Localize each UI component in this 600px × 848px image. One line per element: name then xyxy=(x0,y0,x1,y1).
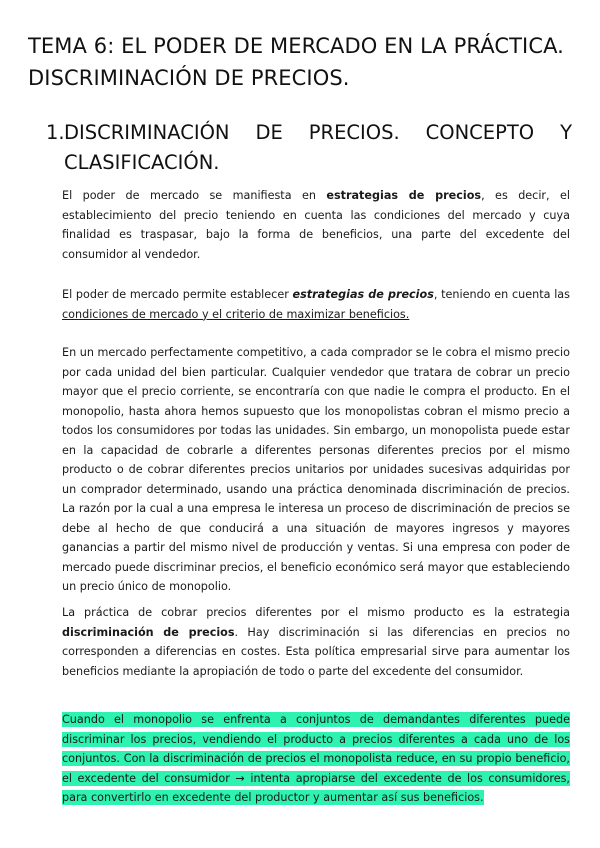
section-title: DISCRIMINACIÓN DE PRECIOS. CONCEPTO Y CLASIFICACIÓN. xyxy=(64,121,572,174)
paragraph-4-text-a: La práctica de cobrar precios diferentes por el mismo producto es la estrategia xyxy=(62,606,570,619)
paragraph-1-text-c: , es decir, el establecimiento del precio teniendo en cuenta las condiciones del mercado y cuya finalidad es traspasar, bajo la forma de beneficios, una parte del excedente del consumidor al vendedor. xyxy=(62,189,571,261)
paragraph-4-text-c: . Hay discriminación si las diferencias en precios no corresponden a diferencias en costes. Esta política empresarial sirve para aumentar los beneficios mediante la apropiación de todo o parte del excedente del consumidor. xyxy=(62,625,571,678)
paragraph-2-text-a: El poder de mercado permite establecer xyxy=(62,288,293,301)
section-number: 1. xyxy=(46,121,65,144)
paragraph-4 xyxy=(62,603,570,681)
paragraph-5-highlighted xyxy=(62,710,570,808)
highlighted-text: Cuando el monopolio se enfrenta a conjuntos de demandantes diferentes puede discriminar los precios, vendiendo el producto a precios diferentes a cada uno de los conjuntos. Con la discriminación de precios el monopolista reduce, en su propio beneficio, el excedente del consumidor → intenta apropiarse del excedente de los consumidores, para convertirlo en excedente del productor y aumentar así sus beneficios. xyxy=(62,713,570,804)
paragraph-3: En un mercado perfectamente competitivo, a cada comprador se le cobra el mismo precio por cada unidad del bien particular. Cualquier vendedor que tratara de cobrar un precio mayor que el precio corriente, se encontraría con que nadie le compra el producto. En el monopolio, hasta ahora hemos supuesto que los monopolistas cobran el mismo precio a todos los consumidores por todas las unidades. Sin embargo, un monopolista puede estar en la capacidad de cobrarle a diferentes personas diferentes precios por el mismo producto o de cobrar diferentes precios unitarios por unidades sucesivas adquiridas por un comprador determinado, usando una práctica denominada discriminación de precios. La razón por la cual a una empresa le interesa un proceso de discriminación de precios se debe al hecho de que conducirá a una situación de mayores ingresos y mayores ganancias a partir del mismo nivel de producción y ventas. Si una empresa con poder de mercado puede discriminar precios, el beneficio económico será mayor que estableciendo un precio único de monopolio. xyxy=(62,346,570,593)
page-title xyxy=(28,30,588,94)
title-line-1: TEMA 6: EL PODER DE MERCADO EN LA PRÁCTICA. xyxy=(28,34,564,58)
paragraph-1-text-a: El poder de mercado se manifiesta en xyxy=(62,189,327,202)
paragraph-2-italic-term: estrategias de precios xyxy=(292,288,434,301)
paragraph-2-text-c: , teniendo en cuenta las xyxy=(433,288,570,301)
paragraph-1-bold-term: estrategias de precios xyxy=(326,189,482,202)
paragraph-4-bold-term: discriminación de precios xyxy=(62,625,235,639)
paragraph-1 xyxy=(62,186,570,264)
paragraph-2 xyxy=(62,285,570,324)
title-line-2: DISCRIMINACIÓN DE PRECIOS. xyxy=(28,66,350,90)
section-heading xyxy=(46,118,572,178)
paragraph-2-underlined: condiciones de mercado y el criterio de maximizar beneficios. xyxy=(62,307,410,321)
